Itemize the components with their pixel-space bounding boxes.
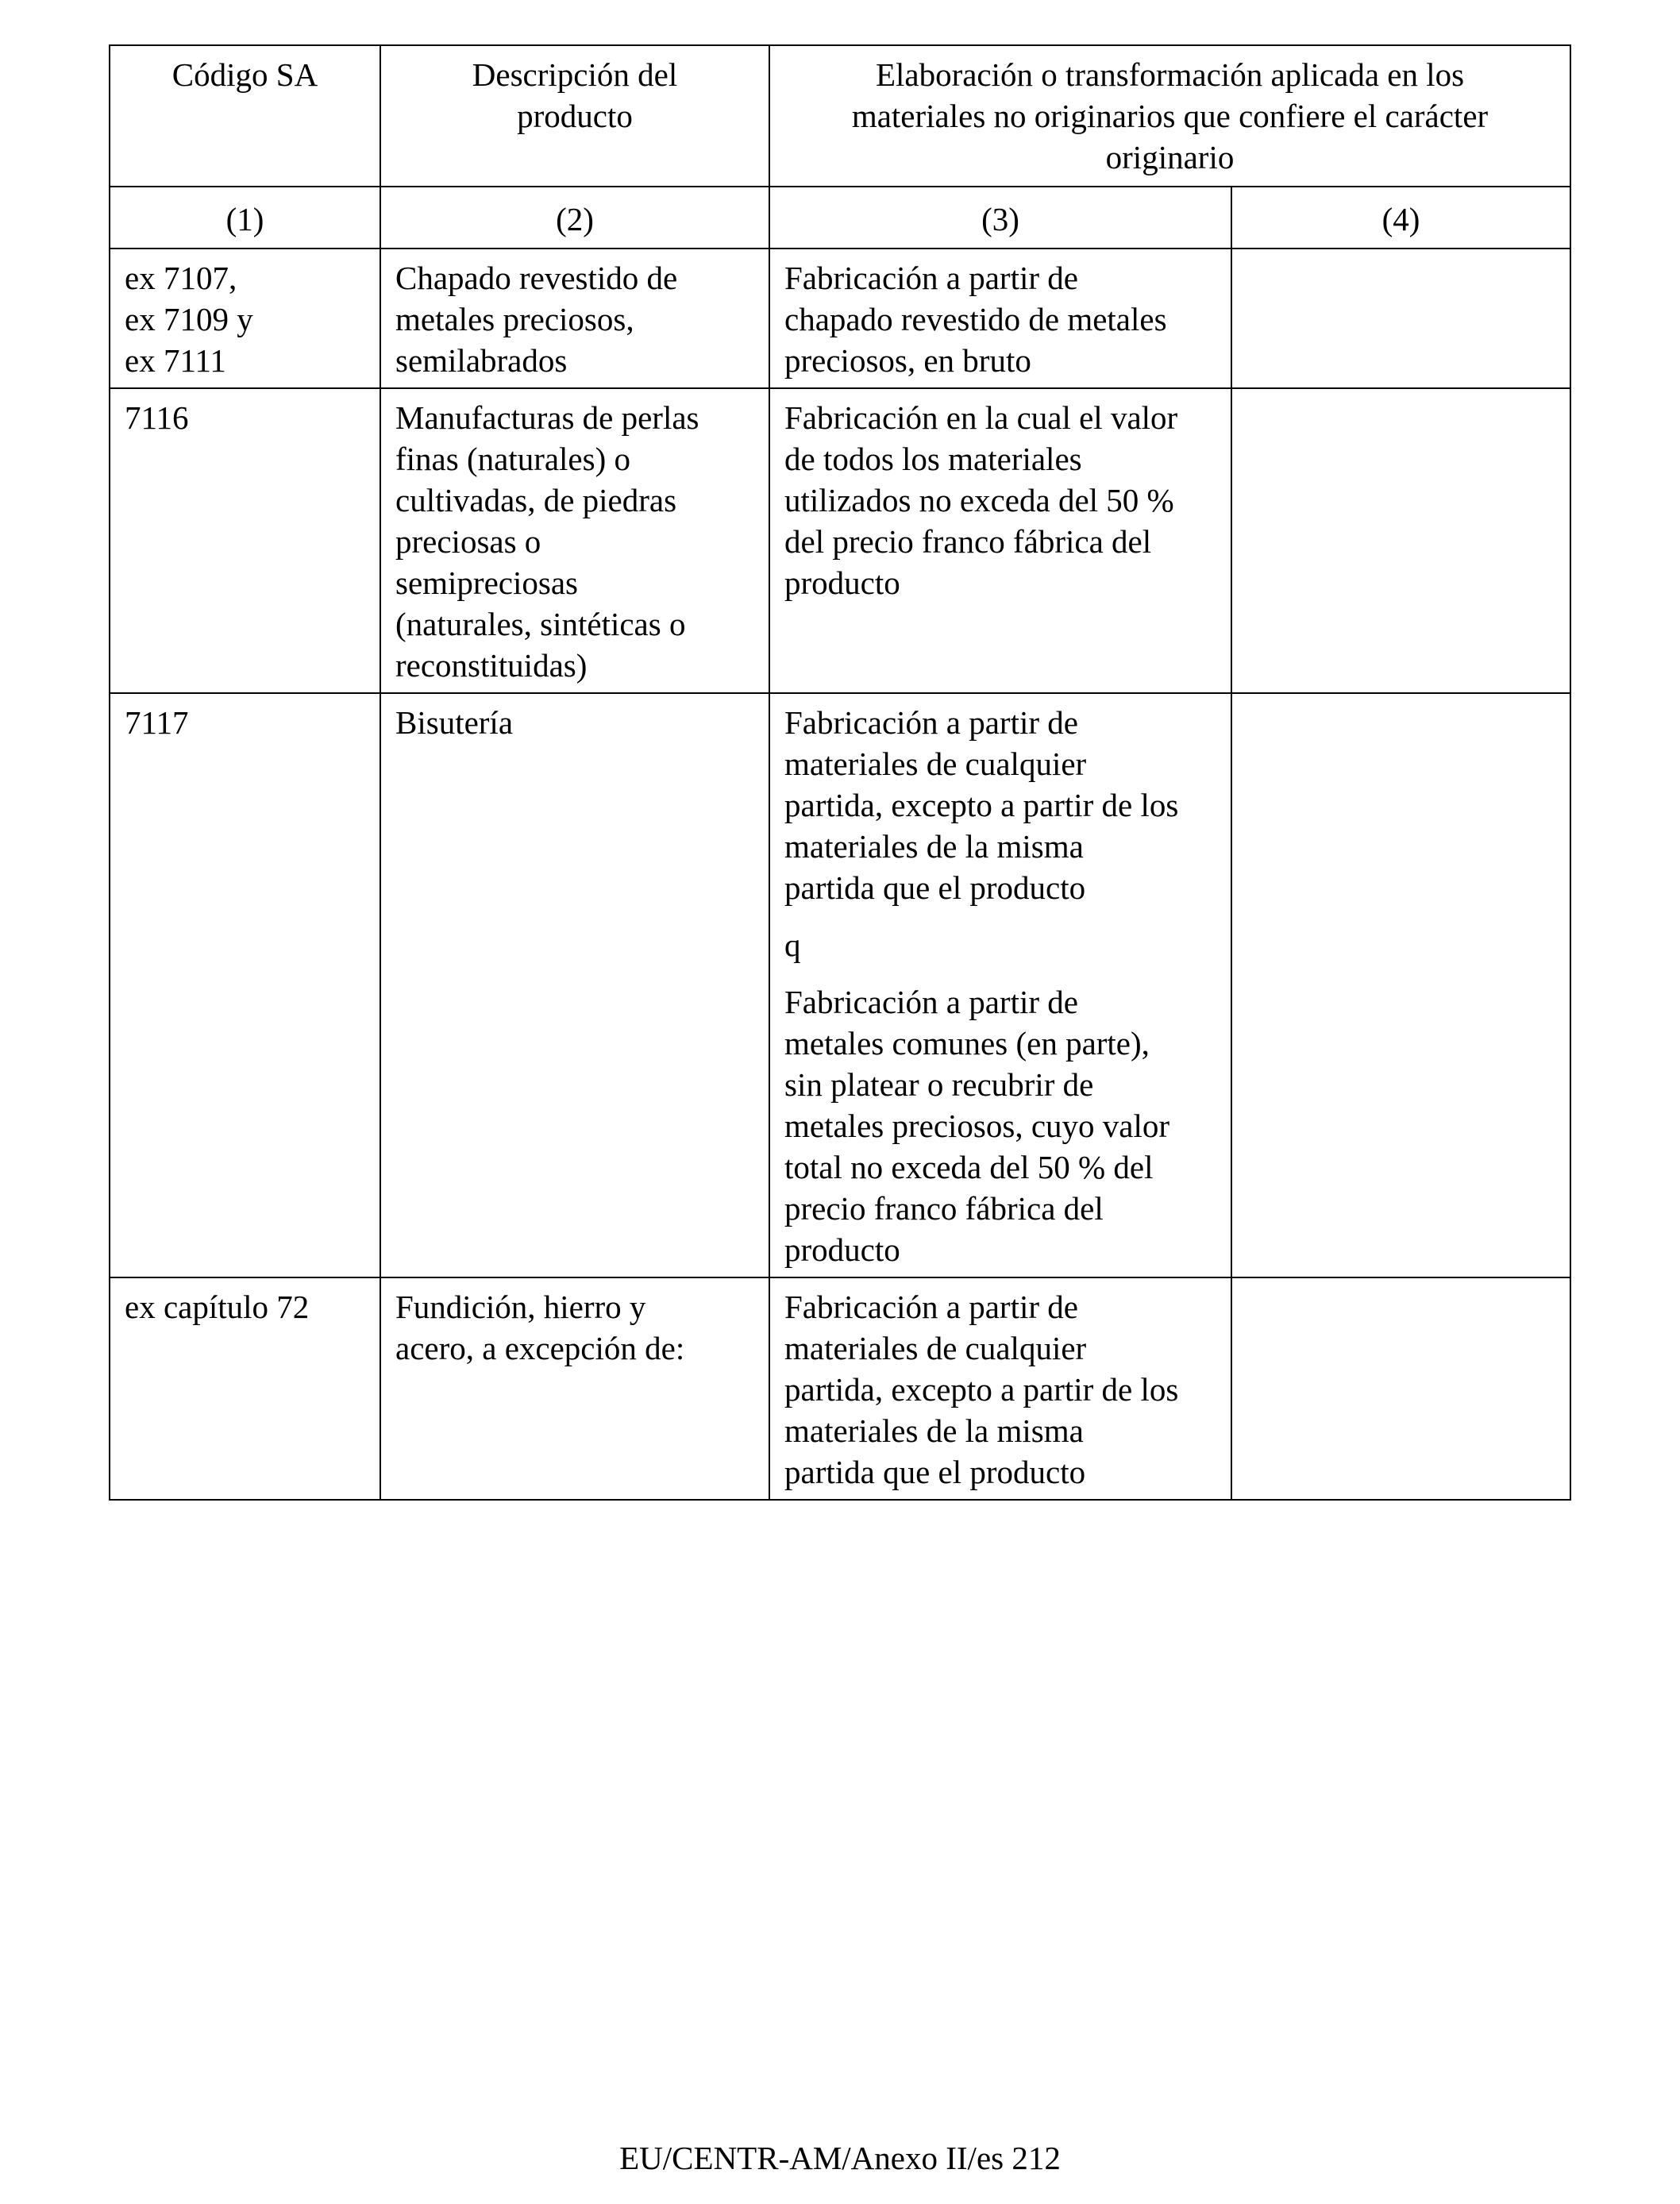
header-processing — [769, 45, 1570, 187]
column-number-1: (1) — [110, 187, 380, 249]
cell-hs-code — [110, 693, 380, 1277]
description-text: Bisutería — [395, 704, 514, 741]
description-text: Chapado revestido de metales preciosos, semilabrados — [395, 260, 678, 379]
column-number-2: (2) — [380, 187, 769, 249]
cell-hs-code — [110, 388, 380, 693]
page-footer-reference: EU/CENTR-AM/Anexo II/es 212 — [619, 2140, 1061, 2176]
description-text: Manufacturas de perlas finas (naturales) o cultivadas, de piedras preciosas o semipreciosas (naturales, sintéticas o reconstituidas) — [395, 399, 699, 684]
cell-processing — [769, 1277, 1231, 1500]
processing-alternative-connector: q — [784, 927, 801, 963]
rules-of-origin-table — [109, 44, 1571, 1501]
description-text: Fundición, hierro y acero, a excepción de: — [395, 1289, 685, 1366]
cell-processing — [769, 693, 1231, 1277]
cell-processing — [769, 249, 1231, 388]
cell-description — [380, 388, 769, 693]
column-number-row — [110, 187, 1570, 249]
header-processing-label: Elaboración o transformación aplicada en los materiales no originarios que confiere el carácter originario — [851, 56, 1489, 175]
cell-description — [380, 693, 769, 1277]
header-hs-code-label: Código SA — [171, 56, 318, 93]
cell-description — [380, 249, 769, 388]
cell-column-4 — [1231, 249, 1570, 388]
table-row — [110, 249, 1570, 388]
hs-code-text: ex 7107, ex 7109 y ex 7111 — [125, 260, 253, 379]
processing-text: Fabricación en la cual el valor de todos los materiales utilizados no exceda del 50 % del precio franco fábrica del producto — [784, 399, 1178, 601]
cell-column-4 — [1231, 693, 1570, 1277]
header-product-description — [380, 45, 769, 187]
processing-text: Fabricación a partir de materiales de cualquier partida, excepto a partir de los materiales de la misma partida que el producto — [784, 1289, 1179, 1490]
cell-column-4 — [1231, 1277, 1570, 1500]
table-row — [110, 388, 1570, 693]
table-row — [110, 693, 1570, 1277]
cell-hs-code — [110, 249, 380, 388]
cell-hs-code — [110, 1277, 380, 1500]
column-number-3: (3) — [769, 187, 1231, 249]
cell-column-4 — [1231, 388, 1570, 693]
processing-text: Fabricación a partir de chapado revestido de metales preciosos, en bruto — [784, 260, 1167, 379]
table-header-row — [110, 45, 1570, 187]
cell-description — [380, 1277, 769, 1500]
processing-text: Fabricación a partir de materiales de cualquier partida, excepto a partir de los materiales de la misma partida que el producto — [784, 704, 1179, 906]
cell-processing — [769, 388, 1231, 693]
hs-code-text: ex capítulo 72 — [125, 1289, 310, 1325]
hs-code-text: 7117 — [125, 704, 189, 741]
processing-text: Fabricación a partir de metales comunes (en parte), sin platear o recubrir de metales preciosos, cuyo valor total no exceda del 50 % del precio franco fábrica del producto — [784, 984, 1170, 1268]
header-product-description-label: Descripción del producto — [472, 56, 678, 134]
hs-code-text: 7116 — [125, 399, 189, 436]
column-number-4: (4) — [1231, 187, 1570, 249]
table-row — [110, 1277, 1570, 1500]
header-hs-code — [110, 45, 380, 187]
